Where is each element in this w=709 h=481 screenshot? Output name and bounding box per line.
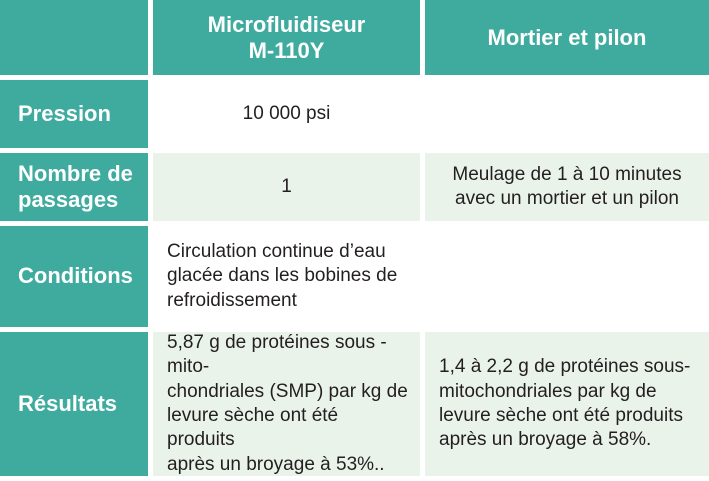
cell-resultats-mortier: 1,4 à 2,2 g de protéines sous- mitochondriales par kg de levure sèche ont été produits après un broyage à 58%.	[425, 332, 709, 481]
table-corner-cell	[0, 0, 153, 80]
column-header-mortier-pilon: Mortier et pilon	[425, 0, 709, 80]
column-header-microfluidiseur: Microfluidiseur M-110Y	[153, 0, 425, 80]
cell-resultats-microfluidiseur: 5,87 g de protéines sous -mito- chondriales (SMP) par kg de levure sèche ont été produits après un broyage à 53%..	[153, 332, 425, 481]
row-header-resultats: Résultats	[0, 332, 153, 481]
cell-pression-mortier	[425, 80, 709, 153]
cell-passages-mortier: Meulage de 1 à 10 minutes avec un mortier et un pilon	[425, 153, 709, 226]
cell-conditions-microfluidiseur: Circulation continue d’eau glacée dans les bobines de refroidissement	[153, 226, 425, 332]
row-header-pression: Pression	[0, 80, 153, 153]
cell-conditions-mortier	[425, 226, 709, 332]
cell-pression-microfluidiseur: 10 000 psi	[153, 80, 425, 153]
cell-passages-microfluidiseur: 1	[153, 153, 425, 226]
row-header-nombre-passages: Nombre de passages	[0, 153, 153, 226]
row-header-conditions: Conditions	[0, 226, 153, 332]
